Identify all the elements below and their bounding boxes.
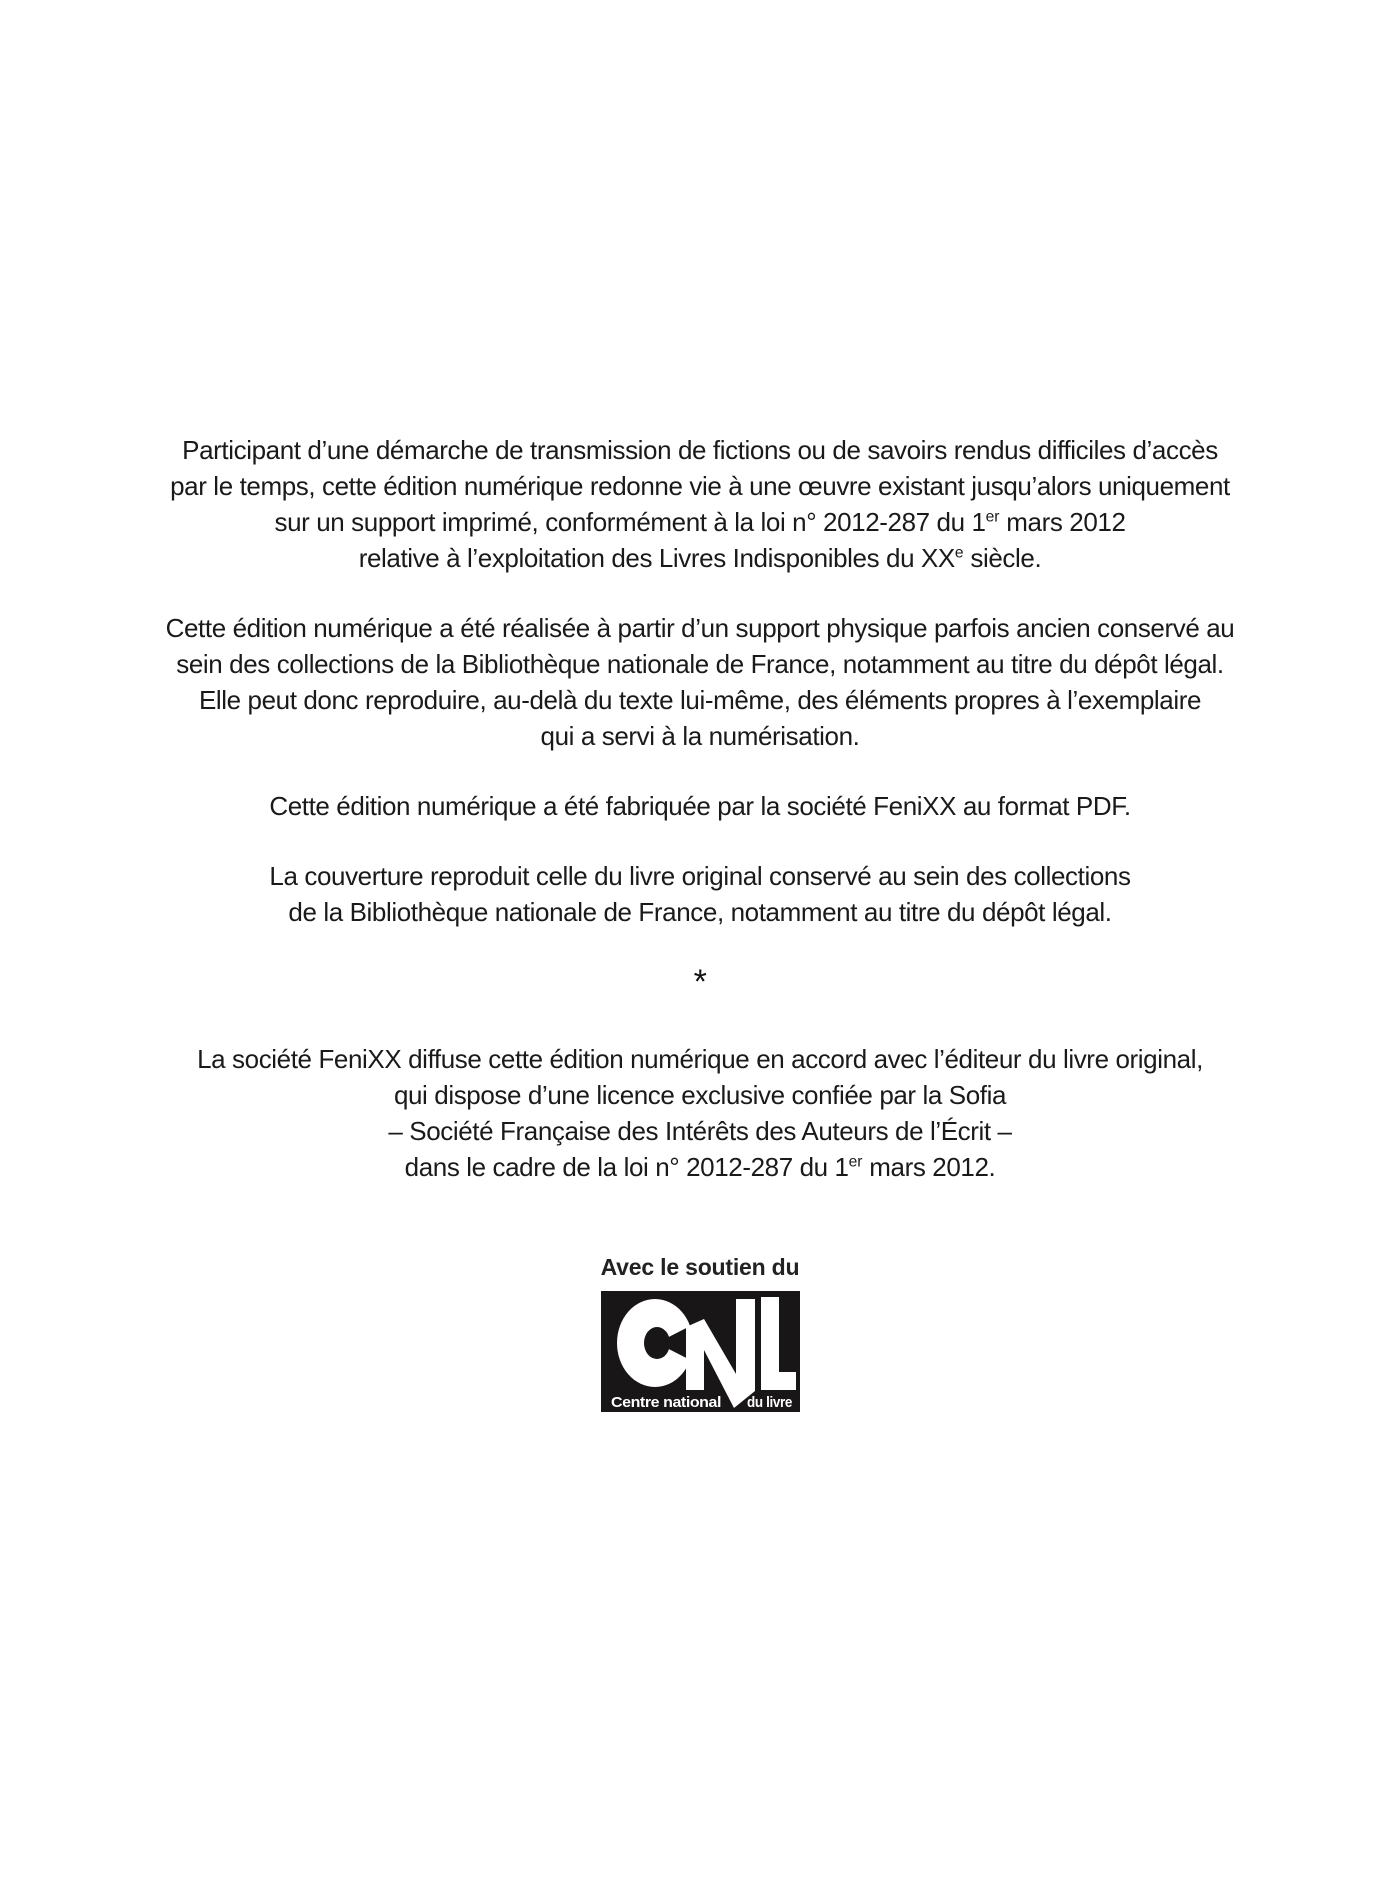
text-line xyxy=(0,540,1400,576)
text-segment: sur un support imprimé, conformément à la loi n° 2012-287 du 1 xyxy=(274,507,986,537)
support-text: Avec le soutien du xyxy=(600,1254,800,1280)
paragraph-fabrication xyxy=(0,788,1400,824)
paragraph-diffusion xyxy=(0,1041,1400,1185)
text-line xyxy=(0,1149,1400,1185)
text-line: La couverture reproduit celle du livre original conservé au sein des collections xyxy=(269,861,1131,891)
superscript: er xyxy=(985,508,1000,526)
cnl-logo xyxy=(601,1291,800,1412)
text-line: Participant d’une démarche de transmission de fictions ou de savoirs rendus difficiles d’accès xyxy=(182,435,1218,465)
text-line: Cette édition numérique a été fabriquée par la société FeniXX au format PDF. xyxy=(269,791,1131,821)
cnl-logo-graphic xyxy=(601,1291,800,1412)
text-segment: mars 2012. xyxy=(862,1152,996,1182)
paragraph-source xyxy=(0,610,1400,754)
separator-asterisk: * xyxy=(693,963,707,1001)
text-line: qui dispose d’une licence exclusive confiée par la Sofia xyxy=(393,1080,1007,1110)
text-line: de la Bibliothèque nationale de France, notamment au titre du dépôt légal. xyxy=(288,897,1112,927)
logo-caption-left: Centre national xyxy=(610,1394,721,1411)
text-line: Cette édition numérique a été réalisée à partir d’un support physique parfois ancien conservé au xyxy=(165,613,1235,643)
text-line: – Société Française des Intérêts des Auteurs de l’Écrit – xyxy=(388,1116,1012,1146)
text-line xyxy=(0,504,1400,540)
paragraph-couverture xyxy=(0,858,1400,930)
superscript: er xyxy=(848,1153,863,1171)
text-segment: relative à l’exploitation des Livres Indisponibles du XX xyxy=(358,543,955,573)
superscript: e xyxy=(954,544,964,562)
text-line: par le temps, cette édition numérique redonne vie à une œuvre existant jusqu’alors uniquement xyxy=(170,471,1230,501)
logo-caption-right: du livre xyxy=(746,1394,792,1411)
paragraph-transmission xyxy=(0,432,1400,576)
text-segment: siècle. xyxy=(963,543,1042,573)
text-line: sein des collections de la Bibliothèque nationale de France, notamment au titre du dépôt légal. xyxy=(176,649,1224,679)
text-line: La société FeniXX diffuse cette édition numérique en accord avec l’éditeur du livre original, xyxy=(197,1044,1203,1074)
text-segment: dans le cadre de la loi n° 2012-287 du 1 xyxy=(404,1152,849,1182)
text-segment: mars 2012 xyxy=(999,507,1126,537)
text-line: Elle peut donc reproduire, au-delà du texte lui-même, des éléments propres à l’exemplaire xyxy=(198,685,1202,715)
text-line: qui a servi à la numérisation. xyxy=(540,721,860,751)
